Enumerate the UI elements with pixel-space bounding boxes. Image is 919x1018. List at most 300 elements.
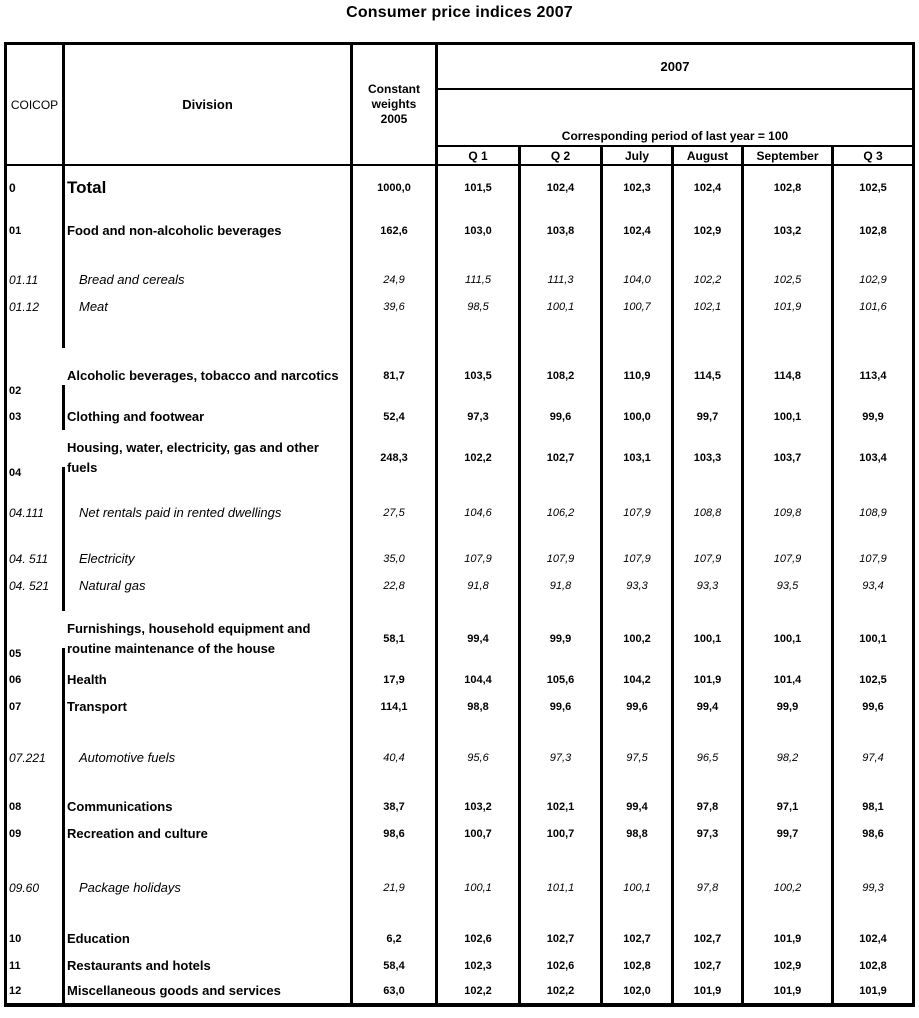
value-cell: 100,2 <box>744 874 834 901</box>
spacer-cell <box>834 485 912 499</box>
value-cell: 99,7 <box>674 403 744 430</box>
value-cell: 102,9 <box>674 210 744 252</box>
spacer-cell <box>521 320 603 348</box>
spacer-cell <box>744 526 834 545</box>
value-cell: 102,6 <box>438 925 521 952</box>
weights-column-header: Constant weights 2005 <box>353 45 438 164</box>
value-cell: 102,1 <box>674 293 744 320</box>
table-body <box>7 166 912 1003</box>
table-header <box>7 45 912 166</box>
spacer-cell <box>438 720 521 744</box>
weight-cell: 21,9 <box>353 874 438 901</box>
spacer-cell <box>744 771 834 793</box>
value-cell: 102,2 <box>438 430 521 485</box>
value-cell: 99,9 <box>521 611 603 666</box>
value-cell: 101,9 <box>744 925 834 952</box>
column-header-september: September <box>744 147 834 164</box>
table-row <box>7 925 912 952</box>
weight-cell: 98,6 <box>353 820 438 847</box>
value-cell: 100,0 <box>603 403 674 430</box>
value-cell: 101,9 <box>859 985 887 997</box>
value-cell: 109,8 <box>744 499 834 526</box>
division-name-cell: Net rentals paid in rented dwellings <box>65 499 353 526</box>
spacer-cell <box>65 720 353 744</box>
value-cell: 104,0 <box>603 266 674 293</box>
page-title: Consumer price indices 2007 <box>346 4 573 21</box>
spacer-cell <box>674 901 744 925</box>
weight-cell: 1000,0 <box>353 166 438 210</box>
value-cell: 108,8 <box>674 499 744 526</box>
weight-cell: 52,4 <box>353 403 438 430</box>
value-cell: 97,8 <box>674 793 744 820</box>
division-column-header: Division <box>65 45 353 164</box>
spacer-cell <box>7 485 65 499</box>
coicop-code-cell: 04 <box>7 467 65 485</box>
column-header-q2: Q 2 <box>521 147 603 164</box>
table-spacer-row <box>7 901 912 925</box>
weight-cell: 17,9 <box>353 666 438 693</box>
coicop-code-cell: 12 <box>7 979 65 1003</box>
value-cell: 102,9 <box>859 273 887 286</box>
division-name-cell: Transport <box>65 693 353 720</box>
table-row <box>7 293 912 320</box>
value-cell: 97,1 <box>744 793 834 820</box>
spacer-cell <box>744 901 834 925</box>
value-cell: 101,5 <box>438 166 521 210</box>
weight-cell: 40,4 <box>353 744 438 771</box>
spacer-cell <box>65 847 353 874</box>
spacer-cell <box>744 485 834 499</box>
spacer-cell <box>353 901 438 925</box>
spacer-cell <box>674 252 744 266</box>
spacer-cell <box>674 485 744 499</box>
value-cell: 103,2 <box>438 793 521 820</box>
value-cell: 98,1 <box>862 800 884 813</box>
spacer-cell <box>521 485 603 499</box>
table-spacer-row <box>7 720 912 744</box>
value-cell: 99,4 <box>603 793 674 820</box>
spacer-cell <box>521 720 603 744</box>
value-cell: 103,8 <box>521 210 603 252</box>
value-cell: 100,1 <box>744 611 834 666</box>
value-cell: 102,5 <box>744 266 834 293</box>
spacer-cell <box>834 599 912 611</box>
table-spacer-row <box>7 320 912 348</box>
value-cell: 102,7 <box>603 925 674 952</box>
spacer-cell <box>353 847 438 874</box>
value-cell: 102,4 <box>674 166 744 210</box>
value-cell: 113,4 <box>859 369 887 382</box>
spacer-cell <box>353 599 438 611</box>
division-name-cell: Automotive fuels <box>65 744 353 771</box>
spacer-cell <box>744 320 834 348</box>
spacer-cell <box>521 599 603 611</box>
value-cell: 96,5 <box>674 744 744 771</box>
value-cell: 99,3 <box>862 881 884 894</box>
table-row <box>7 266 912 293</box>
spacer-cell <box>353 485 438 499</box>
table-row <box>7 403 912 430</box>
spacer-cell <box>438 599 521 611</box>
value-cell: 102,7 <box>521 430 603 485</box>
value-cell: 102,4 <box>521 166 603 210</box>
value-cell: 107,9 <box>603 499 674 526</box>
value-cell: 100,1 <box>859 632 887 645</box>
table-row <box>7 666 912 693</box>
value-cell: 102,8 <box>859 959 887 972</box>
value-cell: 103,7 <box>744 430 834 485</box>
spacer-cell <box>438 847 521 874</box>
spacer-cell <box>603 526 674 545</box>
spacer-cell <box>7 252 65 266</box>
value-cell: 97,3 <box>674 820 744 847</box>
table-row <box>7 611 912 666</box>
column-header-august: August <box>674 147 744 164</box>
value-cell: 101,4 <box>744 666 834 693</box>
table-row <box>7 952 912 979</box>
value-cell: 101,6 <box>859 300 887 313</box>
spacer-cell <box>353 720 438 744</box>
value-cell: 107,9 <box>744 545 834 572</box>
spacer-cell <box>7 901 65 925</box>
spacer-cell <box>834 320 912 348</box>
column-header-july: July <box>603 147 674 164</box>
value-cell: 100,1 <box>438 874 521 901</box>
table-row <box>7 499 912 526</box>
value-cell: 98,6 <box>862 827 884 840</box>
table-row <box>7 693 912 720</box>
value-cell: 102,2 <box>521 979 603 1003</box>
value-cell: 102,1 <box>521 793 603 820</box>
value-cell: 107,9 <box>521 545 603 572</box>
table-spacer-row <box>7 771 912 793</box>
table-row <box>7 744 912 771</box>
value-cell: 97,5 <box>603 744 674 771</box>
division-name-cell: Alcoholic beverages, tobacco and narcotics <box>65 348 353 403</box>
spacer-cell <box>674 526 744 545</box>
spacer-cell <box>834 720 912 744</box>
value-cell: 104,2 <box>603 666 674 693</box>
value-cell: 102,6 <box>521 952 603 979</box>
value-cell: 102,2 <box>674 266 744 293</box>
value-cell: 100,2 <box>603 611 674 666</box>
spacer-cell <box>834 526 912 545</box>
coicop-code-cell: 06 <box>7 666 65 693</box>
value-cell: 103,5 <box>438 348 521 403</box>
coicop-code-cell: 09 <box>7 820 65 847</box>
division-name-cell: Meat <box>65 293 353 320</box>
coicop-code-cell: 01.12 <box>7 293 65 320</box>
value-cell: 102,4 <box>603 210 674 252</box>
spacer-cell <box>834 847 912 874</box>
coicop-code-cell: 11 <box>7 952 65 979</box>
spacer-cell <box>438 771 521 793</box>
spacer-cell <box>744 599 834 611</box>
value-cell: 102,0 <box>603 979 674 1003</box>
value-cell: 102,3 <box>438 952 521 979</box>
division-name-cell: Recreation and culture <box>65 820 353 847</box>
column-header-q3: Q 3 <box>863 148 883 163</box>
weight-cell: 22,8 <box>353 572 438 599</box>
coicop-code-cell: 02 <box>7 385 65 403</box>
weight-cell: 27,5 <box>353 499 438 526</box>
division-name-cell: Electricity <box>65 545 353 572</box>
value-cell: 102,9 <box>744 952 834 979</box>
period-basis-header: Corresponding period of last year = 100 <box>438 90 912 147</box>
value-cell: 98,8 <box>438 693 521 720</box>
value-cell: 102,8 <box>859 225 887 237</box>
value-cell: 102,8 <box>603 952 674 979</box>
spacer-cell <box>834 771 912 793</box>
spacer-cell <box>7 320 65 348</box>
value-cell: 101,9 <box>744 979 834 1003</box>
spacer-cell <box>674 320 744 348</box>
weight-cell: 58,4 <box>353 952 438 979</box>
value-cell: 102,3 <box>603 166 674 210</box>
value-cell: 108,9 <box>859 506 887 519</box>
value-cell: 101,1 <box>521 874 603 901</box>
coicop-code-cell: 08 <box>7 793 65 820</box>
weight-cell: 39,6 <box>353 293 438 320</box>
value-cell: 99,9 <box>744 693 834 720</box>
value-cell: 108,2 <box>521 348 603 403</box>
value-cell: 111,3 <box>521 266 603 293</box>
table-row <box>7 545 912 572</box>
value-cell: 101,9 <box>674 979 744 1003</box>
spacer-cell <box>744 847 834 874</box>
coicop-code-cell: 04. 511 <box>7 545 65 572</box>
spacer-cell <box>353 526 438 545</box>
spacer-cell <box>521 526 603 545</box>
spacer-cell <box>438 901 521 925</box>
table-row <box>7 166 912 210</box>
value-cell: 102,2 <box>438 979 521 1003</box>
spacer-cell <box>603 485 674 499</box>
value-cell: 93,4 <box>862 579 884 592</box>
value-cell: 98,8 <box>603 820 674 847</box>
table-row <box>7 979 912 1003</box>
value-cell: 97,3 <box>438 403 521 430</box>
value-cell: 98,5 <box>438 293 521 320</box>
value-cell: 107,9 <box>438 545 521 572</box>
value-cell: 100,7 <box>521 820 603 847</box>
spacer-cell <box>438 252 521 266</box>
division-name-cell: Communications <box>65 793 353 820</box>
value-cell: 102,4 <box>859 932 887 945</box>
weight-cell: 38,7 <box>353 793 438 820</box>
value-cell: 97,3 <box>521 744 603 771</box>
value-cell: 100,7 <box>438 820 521 847</box>
value-cell: 104,6 <box>438 499 521 526</box>
value-cell: 110,9 <box>603 348 674 403</box>
spacer-cell <box>744 252 834 266</box>
column-header-q1: Q 1 <box>438 147 521 164</box>
spacer-cell <box>7 771 65 793</box>
value-cell: 98,2 <box>744 744 834 771</box>
spacer-cell <box>603 771 674 793</box>
value-cell: 95,6 <box>438 744 521 771</box>
spacer-cell <box>7 847 65 874</box>
coicop-code-cell: 04.111 <box>7 499 65 526</box>
value-cell: 100,1 <box>603 874 674 901</box>
spacer-cell <box>65 771 353 793</box>
value-cell: 102,7 <box>674 952 744 979</box>
spacer-cell <box>834 901 912 925</box>
coicop-code-cell: 07 <box>7 693 65 720</box>
coicop-code-cell: 09.60 <box>7 874 65 901</box>
value-cell: 103,4 <box>859 451 887 464</box>
value-cell: 106,2 <box>521 499 603 526</box>
spacer-cell <box>603 252 674 266</box>
coicop-code-cell: 01 <box>7 210 65 252</box>
weight-cell: 58,1 <box>353 611 438 666</box>
coicop-code-cell: 04. 521 <box>7 572 65 599</box>
spacer-cell <box>7 720 65 744</box>
division-name-cell: Total <box>65 166 353 210</box>
value-cell: 107,9 <box>674 545 744 572</box>
division-name-cell: Education <box>65 925 353 952</box>
table-row <box>7 572 912 599</box>
spacer-cell <box>603 901 674 925</box>
value-cell: 101,9 <box>744 293 834 320</box>
spacer-cell <box>353 771 438 793</box>
spacer-cell <box>353 320 438 348</box>
value-cell: 99,6 <box>603 693 674 720</box>
table-row <box>7 874 912 901</box>
table-row <box>7 430 912 485</box>
value-cell: 99,4 <box>438 611 521 666</box>
weight-cell: 81,7 <box>353 348 438 403</box>
spacer-cell <box>603 847 674 874</box>
division-name-cell: Package holidays <box>65 874 353 901</box>
division-name-cell: Restaurants and hotels <box>65 952 353 979</box>
value-cell: 102,8 <box>744 166 834 210</box>
value-cell: 103,2 <box>744 210 834 252</box>
value-cell: 101,9 <box>674 666 744 693</box>
spacer-cell <box>65 320 353 348</box>
coicop-code-cell: 01.11 <box>7 266 65 293</box>
spacer-cell <box>674 720 744 744</box>
value-cell: 102,7 <box>674 925 744 952</box>
table-spacer-row <box>7 526 912 545</box>
spacer-cell <box>603 599 674 611</box>
table-spacer-row <box>7 847 912 874</box>
spacer-cell <box>65 901 353 925</box>
table-row <box>7 210 912 252</box>
weight-cell: 248,3 <box>353 430 438 485</box>
spacer-cell <box>521 252 603 266</box>
value-cell: 111,5 <box>438 266 521 293</box>
table-row <box>7 793 912 820</box>
value-cell: 100,1 <box>744 403 834 430</box>
spacer-cell <box>674 847 744 874</box>
weight-cell: 63,0 <box>353 979 438 1003</box>
value-cell: 100,1 <box>521 293 603 320</box>
coicop-code-cell: 07.221 <box>7 744 65 771</box>
cpi-table <box>4 42 915 1007</box>
value-cell: 105,6 <box>521 666 603 693</box>
spacer-cell <box>674 599 744 611</box>
value-cell: 114,5 <box>674 348 744 403</box>
division-name-cell: Miscellaneous goods and services <box>65 979 353 1003</box>
division-name-cell: Clothing and footwear <box>65 403 353 430</box>
table-row <box>7 348 912 403</box>
division-name-cell: Housing, water, electricity, gas and other fuels <box>65 430 353 485</box>
value-cell: 99,6 <box>521 693 603 720</box>
spacer-cell <box>438 485 521 499</box>
value-cell: 93,5 <box>744 572 834 599</box>
value-cell: 103,3 <box>674 430 744 485</box>
value-cell: 104,4 <box>438 666 521 693</box>
spacer-cell <box>65 599 353 611</box>
spacer-cell <box>744 720 834 744</box>
value-cell: 103,1 <box>603 430 674 485</box>
division-name-cell: Health <box>65 666 353 693</box>
coicop-code-cell: 03 <box>7 403 65 430</box>
value-cell: 99,7 <box>744 820 834 847</box>
spacer-cell <box>353 252 438 266</box>
value-cell: 102,7 <box>521 925 603 952</box>
coicop-code-cell: 0 <box>7 166 65 210</box>
spacer-cell <box>7 599 65 611</box>
spacer-cell <box>438 526 521 545</box>
value-cell: 107,9 <box>859 552 887 565</box>
spacer-cell <box>438 320 521 348</box>
value-cell: 93,3 <box>603 572 674 599</box>
division-name-cell: Furnishings, household equipment and routine maintenance of the house <box>65 611 353 666</box>
division-name-cell: Bread and cereals <box>65 266 353 293</box>
value-cell: 102,5 <box>859 673 887 686</box>
spacer-cell <box>834 252 912 266</box>
division-name-cell: Natural gas <box>65 572 353 599</box>
spacer-cell <box>65 252 353 266</box>
weight-cell: 24,9 <box>353 266 438 293</box>
table-spacer-row <box>7 252 912 266</box>
value-cell: 99,9 <box>862 410 884 423</box>
year-header: 2007 <box>438 45 912 90</box>
coicop-code-cell: 05 <box>7 648 65 666</box>
table-row <box>7 820 912 847</box>
value-cell: 99,4 <box>674 693 744 720</box>
coicop-code-cell: 10 <box>7 925 65 952</box>
value-cell: 91,8 <box>438 572 521 599</box>
division-name-cell: Food and non-alcoholic beverages <box>65 210 353 252</box>
spacer-cell <box>65 485 353 499</box>
weight-cell: 6,2 <box>353 925 438 952</box>
value-cell: 97,4 <box>862 751 884 764</box>
spacer-cell <box>674 771 744 793</box>
value-cell: 100,1 <box>674 611 744 666</box>
spacer-cell <box>65 526 353 545</box>
spacer-cell <box>603 720 674 744</box>
spacer-cell <box>603 320 674 348</box>
table-spacer-row <box>7 485 912 499</box>
value-cell: 114,8 <box>744 348 834 403</box>
weight-cell: 35,0 <box>353 545 438 572</box>
weight-cell: 162,6 <box>353 210 438 252</box>
coicop-column-header: COICOP <box>7 45 65 164</box>
value-cell: 99,6 <box>862 700 884 713</box>
value-cell: 107,9 <box>603 545 674 572</box>
value-cell: 99,6 <box>521 403 603 430</box>
value-cell: 100,7 <box>603 293 674 320</box>
table-spacer-row <box>7 599 912 611</box>
value-cell: 102,5 <box>859 182 887 194</box>
spacer-cell <box>7 526 65 545</box>
value-cell: 91,8 <box>521 572 603 599</box>
value-cell: 103,0 <box>438 210 521 252</box>
value-cell: 97,8 <box>674 874 744 901</box>
